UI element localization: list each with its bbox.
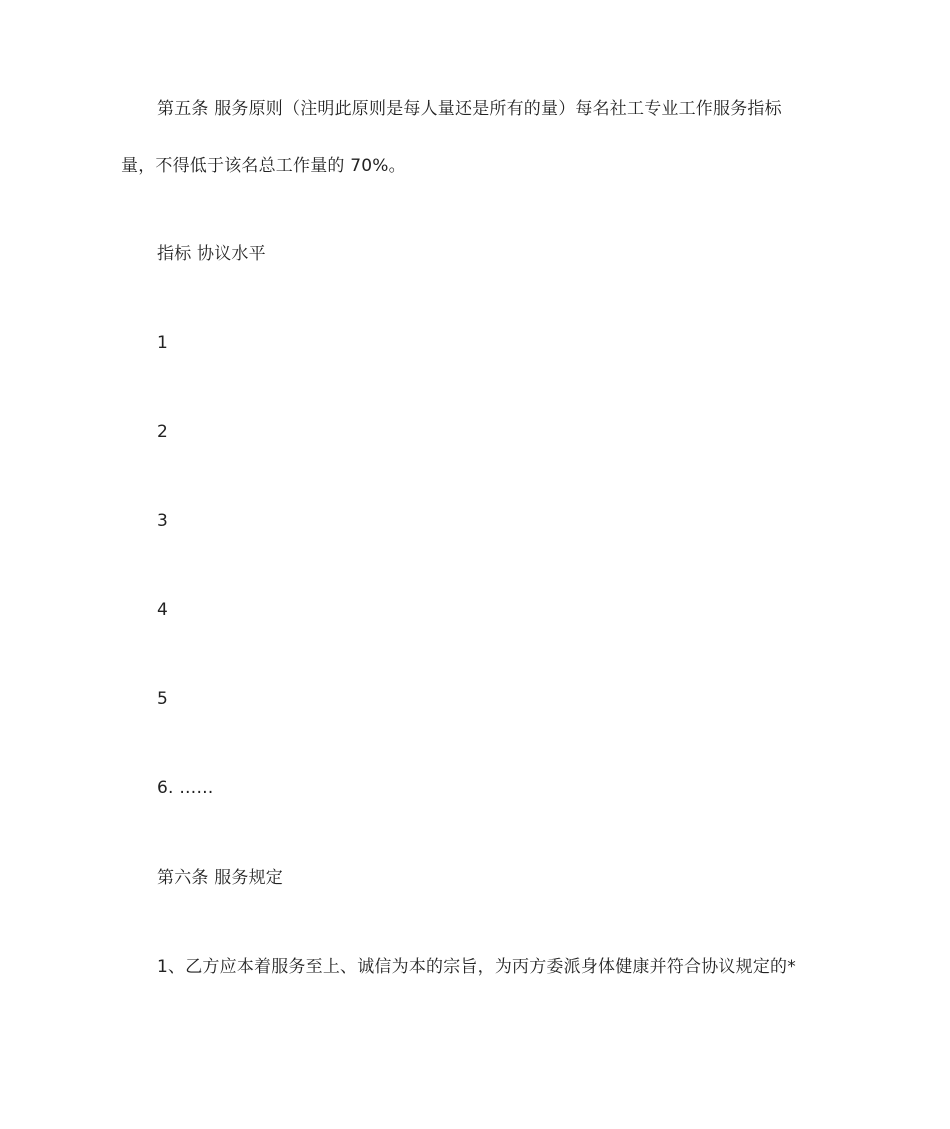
article5-line1: 第五条 服务原则（注明此原则是每人量还是所有的量）每名社工专业工作服务指标	[157, 99, 782, 119]
list-item-4: 4	[157, 600, 169, 620]
list-item-2: 2	[157, 422, 169, 442]
table-header: 指标 协议水平	[157, 244, 266, 264]
list-item-6: 6. ……	[157, 778, 214, 798]
article6-clause1: 1、乙方应本着服务至上、诚信为本的宗旨，为丙方委派身体健康并符合协议规定的*	[157, 957, 796, 977]
list-item-5: 5	[157, 689, 169, 709]
article6-title: 第六条 服务规定	[157, 868, 284, 888]
list-item-1: 1	[157, 333, 169, 353]
list-item-3: 3	[157, 511, 169, 531]
article5-line2: 量，不得低于该名总工作量的 70%。	[121, 156, 406, 176]
